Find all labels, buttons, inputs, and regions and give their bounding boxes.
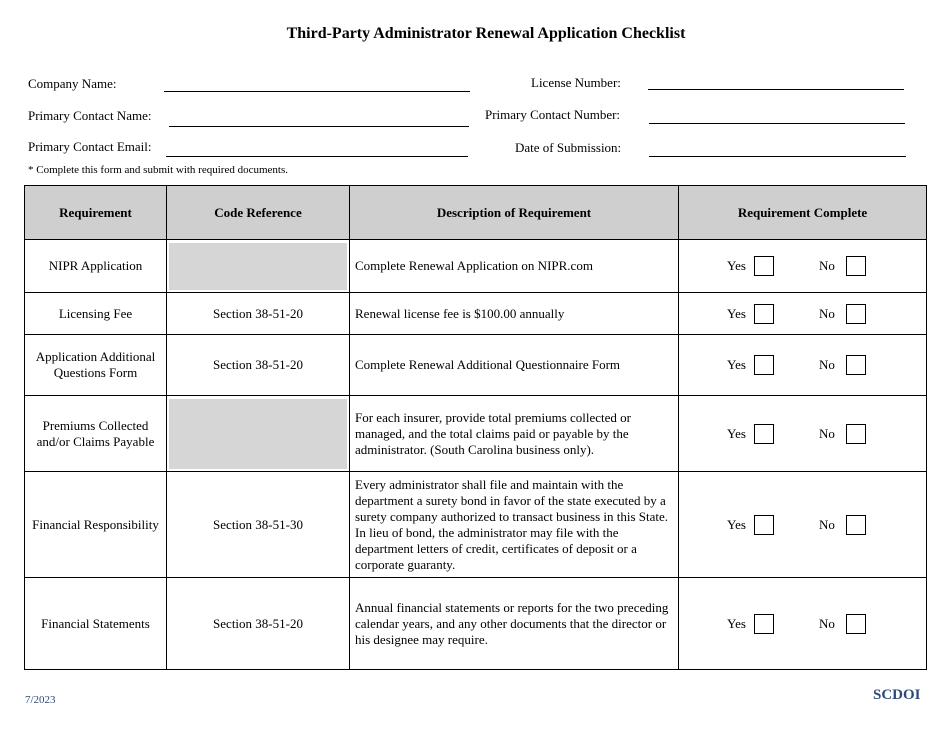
table-row bbox=[25, 293, 927, 335]
code-cell: Section 38-51-20 bbox=[167, 335, 350, 396]
no-label: No bbox=[819, 305, 835, 321]
yes-checkbox[interactable] bbox=[754, 424, 774, 444]
description-cell: Renewal license fee is $100.00 annually bbox=[350, 293, 679, 335]
header-requirement-complete: Requirement Complete bbox=[679, 186, 927, 240]
license-number-input[interactable] bbox=[650, 72, 902, 88]
company-name-input[interactable] bbox=[166, 74, 468, 90]
primary-contact-number-field[interactable] bbox=[649, 123, 905, 124]
primary-contact-name-input[interactable] bbox=[171, 109, 467, 125]
yes-label: Yes bbox=[727, 615, 746, 631]
description-cell: Annual financial statements or reports for the two preceding calendar years, and any other documents that the director or his designee may require. bbox=[350, 578, 679, 670]
no-checkbox[interactable] bbox=[846, 614, 866, 634]
description-cell: Every administrator shall file and maintain with the department a surety bond in favor of the state executed by a surety company authorized to transact business in this State. In lieu of bond, the administrator may file with the department letters of credit, certificates of deposit or a corporate guaranty. bbox=[350, 472, 679, 578]
primary-contact-email-label: Primary Contact Email: bbox=[28, 139, 152, 154]
no-label: No bbox=[819, 516, 835, 532]
code-cell: Section 38-51-20 bbox=[167, 293, 350, 335]
table-row bbox=[25, 472, 927, 578]
requirement-cell: Application Additional Questions Form bbox=[25, 335, 167, 396]
complete-cell bbox=[679, 472, 927, 578]
yes-label: Yes bbox=[727, 516, 746, 532]
complete-cell bbox=[679, 396, 927, 472]
primary-contact-name-field[interactable] bbox=[169, 126, 469, 127]
description-cell: Complete Renewal Additional Questionnaire Form bbox=[350, 335, 679, 396]
primary-contact-email-input[interactable] bbox=[168, 139, 466, 155]
header-code-reference: Code Reference bbox=[167, 186, 350, 240]
license-number-label: License Number: bbox=[531, 75, 621, 90]
agency-logo-text: SCDOI bbox=[873, 687, 921, 703]
yes-checkbox[interactable] bbox=[754, 515, 774, 535]
requirement-cell: Premiums Collected and/or Claims Payable bbox=[25, 396, 167, 472]
primary-contact-email-field[interactable] bbox=[166, 156, 468, 157]
yes-label: Yes bbox=[727, 305, 746, 321]
date-of-submission-input[interactable] bbox=[651, 139, 904, 155]
code-cell: Section 38-51-20 bbox=[167, 578, 350, 670]
no-checkbox[interactable] bbox=[846, 304, 866, 324]
revision-date: 7/2023 bbox=[25, 694, 56, 706]
complete-cell bbox=[679, 240, 927, 293]
code-cell: Section 38-51-30 bbox=[167, 472, 350, 578]
table-header-row bbox=[25, 186, 927, 240]
no-checkbox[interactable] bbox=[846, 424, 866, 444]
code-cell-shaded bbox=[167, 240, 350, 293]
description-cell: Complete Renewal Application on NIPR.com bbox=[350, 240, 679, 293]
yes-checkbox[interactable] bbox=[754, 614, 774, 634]
yes-label: Yes bbox=[727, 425, 746, 441]
yes-label: Yes bbox=[727, 357, 746, 372]
date-of-submission-field[interactable] bbox=[649, 156, 906, 157]
company-name-field[interactable] bbox=[164, 91, 470, 92]
instruction-note: * Complete this form and submit with required documents. bbox=[28, 164, 288, 176]
requirement-cell: NIPR Application bbox=[25, 240, 167, 293]
requirements-table bbox=[24, 185, 927, 670]
primary-contact-number-input[interactable] bbox=[651, 106, 903, 122]
yes-checkbox[interactable] bbox=[754, 304, 774, 324]
primary-contact-name-label: Primary Contact Name: bbox=[28, 108, 152, 123]
license-number-field[interactable] bbox=[648, 89, 904, 90]
table-row bbox=[25, 396, 927, 472]
complete-cell bbox=[679, 578, 927, 670]
table-row bbox=[25, 335, 927, 396]
yes-checkbox[interactable] bbox=[754, 256, 774, 276]
table-row bbox=[25, 578, 927, 670]
complete-cell bbox=[679, 335, 927, 396]
company-name-label: Company Name: bbox=[28, 76, 117, 91]
header-description: Description of Requirement bbox=[350, 186, 679, 240]
no-label: No bbox=[819, 357, 835, 372]
no-checkbox[interactable] bbox=[846, 515, 866, 535]
no-label: No bbox=[819, 615, 835, 631]
primary-contact-number-label: Primary Contact Number: bbox=[485, 107, 621, 122]
yes-label: Yes bbox=[727, 258, 746, 273]
description-cell: For each insurer, provide total premiums collected or managed, and the total claims paid or payable by the administrator. (South Carolina business only). bbox=[350, 396, 679, 472]
requirement-cell: Licensing Fee bbox=[25, 293, 167, 335]
requirement-cell: Financial Statements bbox=[25, 578, 167, 670]
requirement-cell: Financial Responsibility bbox=[25, 472, 167, 578]
no-checkbox[interactable] bbox=[846, 355, 866, 375]
no-label: No bbox=[819, 425, 835, 441]
complete-cell bbox=[679, 293, 927, 335]
page-title: Third-Party Administrator Renewal Application Checklist bbox=[286, 25, 686, 42]
table-row bbox=[25, 240, 927, 293]
date-of-submission-label: Date of Submission: bbox=[515, 140, 622, 155]
header-requirement: Requirement bbox=[25, 186, 167, 240]
yes-checkbox[interactable] bbox=[754, 355, 774, 375]
no-checkbox[interactable] bbox=[846, 256, 866, 276]
code-cell-shaded bbox=[167, 396, 350, 472]
no-label: No bbox=[819, 258, 835, 273]
